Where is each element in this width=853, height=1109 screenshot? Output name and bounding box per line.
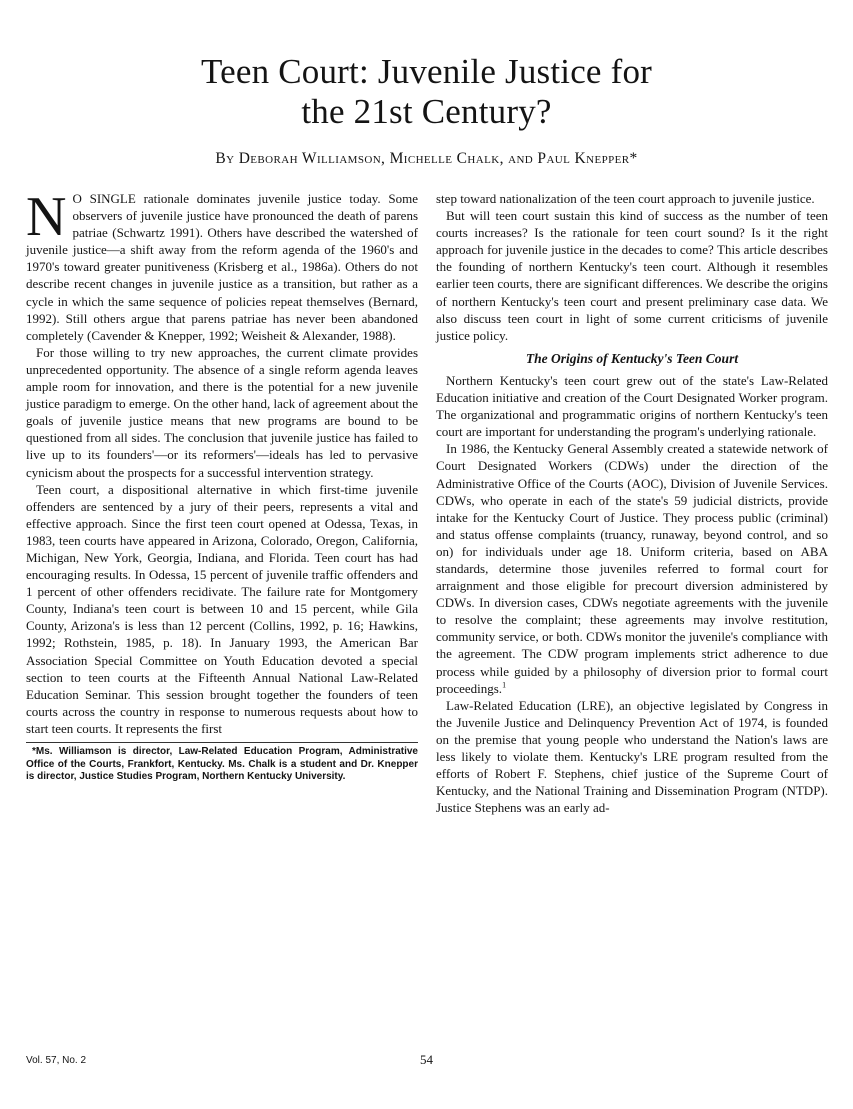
footnote-divider [26,742,418,743]
article-title [0,52,853,132]
body-paragraph: Law-Related Education (LRE), an objective legislated by Congress in the Juvenile Justice and Delinquency Prevention Act of 1974, is founded on the premise that young people who understand the Nation's laws are less likely to violate them. Kentucky's LRE program resulted from the efforts of Robert F. Stephens, chief justice of the Supreme Court of Kentucky, and the National Training and Dissemination Program (NTDP). Justice Stephens was an early ad- [436,697,828,816]
body-paragraph: But will teen court sustain this kind of success as the number of teen courts increases? Is the rationale for teen court sound? Is it the right approach for juvenile justice in the decades to come? This article describes the founding of northern Kentucky's teen court. Although it resembles earlier teen courts, there are significant differences. We describe the origins of northern Kentucky's teen court and present preliminary case data. We also discuss teen court in light of some current criticisms of juvenile justice policy. [436,208,828,343]
body-paragraph: For those willing to try new approaches, the current climate provides unprecedented opportunity. The absence of a single reform agenda leaves ample room for innovation, and there is the potential for a new juvenile justice paradigm to emerge. On the other hand, lack of agreement about the goals of juvenile justice means that new programs are bound to be questioned from all sides. The conclusion that juvenile justice has failed to live up to its founders'—or its reformers'—ideals has led to pervasive cynicism about the prospects for a successful intervention strategy. [26,344,418,480]
author-footnote: *Ms. Williamson is director, Law-Related Education Program, Administrative Office of the Courts, Frankfort, Kentucky. Ms. Chalk is a student and Dr. Knepper is director, Justice Studies Program, Northern Kentucky University. [26,746,418,782]
page-number: 54 [420,1052,433,1067]
section-heading: The Origins of Kentucky's Teen Court [525,350,739,366]
body-paragraph: Teen court, a dispositional alternative in which first-time juvenile offenders are sentenced by a jury of their peers, represents a vital and effective approach. Since the first teen court opened at Odessa, Texas, in 1983, teen courts have appeared in Arizona, Colorado, Oregon, California, Michigan, New York, Georgia, Indiana, and Florida. Teen court has had encouraging results. In Odessa, 15 percent of juvenile traffic offenders and 1 percent of other offenders recidivate. The failure rate for Montgomery County, Indiana's teen court is between 10 and 15 percent, while Gila County, Arizona's is less than 12 percent (Collins, 1992, p. 16; Hawkins, 1992; Rothstein, 1985, p. 18). In January 1993, the American Bar Association Special Committee on Youth Education devoted a special section to teen courts at the Fifteenth Annual National Law-Related Education Seminar. This session brought together the founders of teen courts across the country in response to numerous requests about how to start teen courts. It represents the first [26,481,418,736]
title-line-1: Teen Court: Juvenile Justice for [200,52,653,91]
title-line-2: the 21st Century? [301,92,552,131]
body-paragraph [436,440,828,696]
body-paragraph: Northern Kentucky's teen court grew out of the state's Law-Related Education initiative and creation of the Court Designated Worker program. The organizational and programmatic origins of northern Kentucky's teen court are important for understanding the program's underlying rationale. [436,372,828,440]
body-paragraph: step toward nationalization of the teen court approach to juvenile justice. [436,191,815,206]
left-column [26,186,418,784]
byline-text: By Deborah Williamson, Michelle Chalk, and Paul Knepper* [215,150,638,167]
drop-cap: N [26,186,67,248]
intro-paragraph-text: O SINGLE rationale dominates juvenile justice today. Some observers of juvenile justice have pronounced the death of parens patriae (Schwartz 1991). Others have described the watershed of juvenile justice—a shift away from the reform agenda of the 1960's and 1970's toward greater punitiveness (Krisberg et al., 1986a). Others do not describe recent changes in juvenile justice as a transition, but rather as a cycle in which the same sequence of policies repeat themselves (Bernard, 1992). Still others argue that parens patriae has never been abandoned completely (Cavender & Knepper, 1992; Weisheit & Alexander, 1988). [26,191,418,343]
right-column [436,190,828,816]
footnote-marker: 1 [502,680,507,690]
intro-paragraph [26,186,418,344]
volume-label: Vol. 57, No. 2 [26,1055,87,1066]
body-paragraph-text: In 1986, the Kentucky General Assembly created a statewide network of Court Designated Workers (CDWs) under the direction of the Administrative Office of the Courts (AOC), Division of Juvenile Services. CDWs, who operate in each of the state's 59 judicial districts, provide intake for the Kentucky Court of Justice. They process public (criminal) and status offense complaints (truancy, runaway, beyond control, and so on) for individuals under age 18. Uniform criteria, based on ABA standards, determine those juveniles referred to formal court for arraignment and those eligible for precourt diversion administered by CDWs. In diversion cases, CDWs negotiate agreements with the juvenile to resolve the complaint; these agreements may involve restitution, community service, or both. CDWs monitor the juvenile's compliance with the agreement. The CDW program implements strict adherence to due process while guided by a philosophy of diversion prior to formal court proceedings. [436,441,828,696]
author-byline [0,150,853,168]
